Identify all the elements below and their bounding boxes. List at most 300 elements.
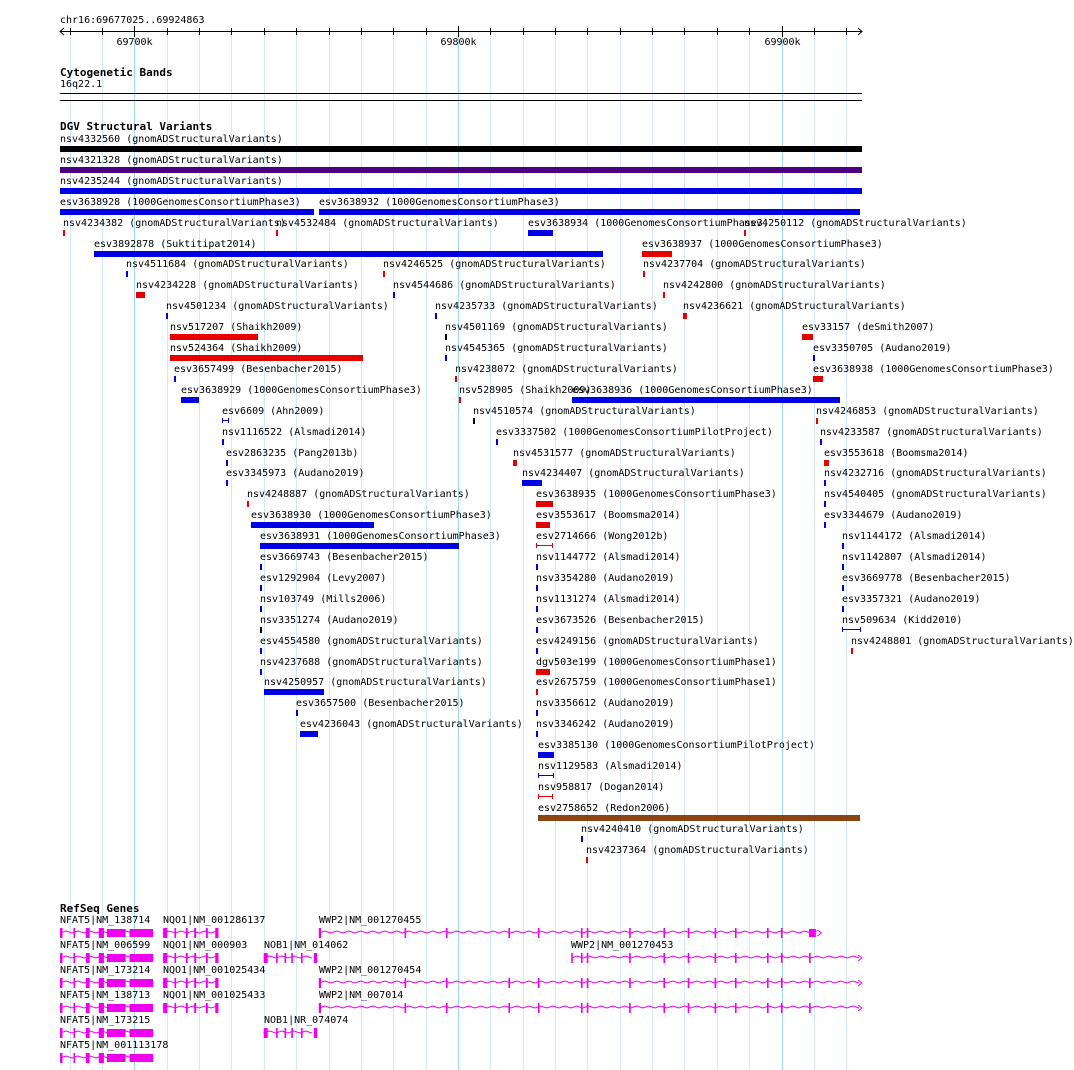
variant-feature[interactable] (181, 397, 199, 403)
gene-intron (319, 931, 817, 933)
gene-exon (508, 978, 510, 988)
variant-feature[interactable] (842, 585, 844, 591)
variant-label: nsv1116522 (Alsmadi2014) (222, 426, 367, 438)
variant-feature[interactable] (260, 627, 262, 633)
cytoband-bar-top (60, 93, 862, 94)
variant-feature[interactable] (455, 376, 457, 382)
gene-exon (99, 1003, 104, 1013)
variant-label: esv3344679 (Audano2019) (824, 510, 963, 522)
gene-exon (508, 928, 510, 938)
gene-exon (60, 1003, 63, 1013)
variant-feature[interactable] (226, 480, 228, 486)
variant-feature[interactable] (538, 752, 554, 758)
gene-exon (629, 1003, 631, 1013)
gene-exon (107, 954, 126, 962)
gene-exon (215, 1003, 218, 1013)
variant-feature[interactable] (813, 355, 815, 361)
gene-exon (86, 928, 90, 938)
gene-exon (715, 978, 717, 988)
gene-exon (107, 979, 126, 987)
variant-feature[interactable] (170, 334, 258, 340)
variant-feature[interactable] (260, 648, 262, 654)
gene-label: NFAT5|NM_138713 (60, 990, 151, 1001)
variant-label: esv3345973 (Audano2019) (226, 468, 365, 480)
gene-exon (215, 953, 218, 963)
variant-feature[interactable] (536, 627, 538, 633)
variant-label: esv1292904 (Levy2007) (260, 572, 387, 584)
variant-label: nsv4531577 (gnomADStructuralVariants) (513, 447, 736, 459)
gene-exon (186, 928, 188, 938)
gene-exon (107, 929, 126, 937)
gene-exon (663, 928, 665, 938)
variant-label: esv2714666 (Wong2012b) (536, 531, 669, 543)
gene-model[interactable] (60, 953, 153, 963)
variant-feature[interactable] (816, 418, 818, 424)
gene-exon (206, 978, 208, 988)
variant-label: nsv3354280 (Audano2019) (536, 572, 675, 584)
variant-label: esv3638931 (1000GenomesConsortiumPhase3) (260, 531, 501, 543)
variant-feature[interactable] (136, 292, 145, 298)
gene-exon (60, 978, 63, 988)
gene-model[interactable] (163, 928, 218, 938)
variant-label: nsv4248887 (gnomADStructuralVariants) (247, 489, 470, 501)
variant-label: nsv4237688 (gnomADStructuralVariants) (260, 656, 483, 668)
gene-label: NQO1|NM_000903 (163, 940, 248, 951)
variant-label: nsv4545365 (gnomADStructuralVariants) (445, 343, 668, 354)
variant-label: nsv4321328 (gnomADStructuralVariants) (60, 154, 283, 166)
variant-feature[interactable] (260, 585, 262, 591)
gene-exon (581, 1003, 583, 1013)
gene-exon (60, 928, 63, 938)
variant-label: esv3669778 (Besenbacher2015) (842, 572, 1011, 584)
gene-exon (538, 1003, 540, 1013)
gene-exon (581, 928, 583, 938)
cytoband-bar-bottom (60, 100, 862, 101)
variant-label: esv3638932 (1000GenomesConsortiumPhase3) (319, 196, 560, 208)
gene-exon (60, 953, 63, 963)
variant-feature[interactable] (802, 334, 813, 340)
gene-label: WWP2|NM_001270455 (319, 915, 422, 926)
variant-label: nsv4540405 (gnomADStructuralVariants) (824, 489, 1047, 501)
gene-label: NFAT5|NM_173215 (60, 1015, 151, 1026)
variant-label: esv4554580 (gnomADStructuralVariants) (260, 635, 483, 647)
variant-feature[interactable] (226, 460, 228, 466)
gene-intron (319, 981, 859, 983)
variant-feature[interactable] (536, 689, 538, 695)
variant-label: esv3638929 (1000GenomesConsortiumPhase3) (181, 384, 422, 396)
gene-exon (284, 1028, 286, 1038)
gene-intron (163, 931, 217, 933)
variant-feature[interactable] (643, 271, 645, 277)
variant-feature[interactable] (536, 710, 538, 716)
variant-label: nsv1144172 (Alsmadi2014) (842, 531, 987, 543)
gene-exon (174, 953, 176, 963)
gene-exon (174, 978, 176, 988)
variant-feature[interactable] (536, 564, 538, 570)
variant-feature[interactable] (260, 543, 459, 549)
variant-label: nsv4242800 (gnomADStructuralVariants) (663, 280, 886, 292)
variant-label: esv2863235 (Pang2013b) (226, 447, 359, 459)
gene-label: NQO1|NM_001286137 (163, 915, 266, 926)
variant-feature[interactable] (300, 731, 318, 737)
variant-feature[interactable] (383, 271, 385, 277)
variant-feature[interactable] (174, 376, 176, 382)
variant-label: esv6609 (Ahn2009) (222, 405, 325, 417)
cytoband-label: 16q22.1 (60, 79, 103, 90)
variant-feature[interactable] (536, 731, 538, 737)
gene-exon (107, 1054, 126, 1062)
gene-exon (629, 953, 631, 963)
variant-label: esv3638938 (1000GenomesConsortiumPhase3) (813, 363, 1054, 375)
gene-exon (291, 953, 293, 963)
gene-exon (781, 1003, 783, 1013)
variant-feature[interactable] (63, 230, 65, 236)
gene-exon (107, 1004, 126, 1012)
strand-arrow-icon (817, 930, 821, 936)
variant-feature[interactable] (445, 334, 447, 340)
gene-model[interactable] (319, 978, 862, 988)
gene-model[interactable] (264, 953, 317, 963)
gene-exon (74, 1053, 76, 1063)
variant-label: esv3673526 (Besenbacher2015) (536, 614, 705, 626)
variant-feature[interactable] (536, 648, 538, 654)
gene-model[interactable] (60, 1028, 153, 1038)
gene-exon (314, 1028, 317, 1038)
variant-feature[interactable] (744, 230, 746, 236)
variant-feature[interactable] (459, 397, 461, 403)
variant-label: esv3892878 (Suktitipat2014) (94, 238, 257, 250)
variant-label: nsv528905 (Shaikh2009) (459, 384, 592, 396)
gene-exon (319, 978, 321, 988)
variant-label: nsv4510574 (gnomADStructuralVariants) (473, 405, 696, 417)
variant-label: nsv1142807 (Alsmadi2014) (842, 552, 987, 563)
gene-exon (99, 1028, 104, 1038)
variant-label: nsv4235244 (gnomADStructuralVariants) (60, 175, 283, 187)
gene-exon (767, 928, 769, 938)
gene-exon (767, 953, 769, 963)
variant-feature[interactable] (851, 648, 853, 654)
gene-exon (186, 978, 188, 988)
gene-model[interactable] (163, 953, 218, 963)
gene-model[interactable] (60, 1003, 153, 1013)
gene-exon (688, 978, 690, 988)
variant-label: esv3657499 (Besenbacher2015) (174, 363, 343, 375)
variant-feature[interactable] (251, 522, 374, 528)
gene-exon (587, 1003, 589, 1013)
variant-label: nsv958817 (Dogan2014) (538, 781, 665, 793)
gene-exon (74, 978, 76, 988)
variant-feature[interactable] (445, 355, 447, 361)
gene-exon (767, 978, 769, 988)
gene-exon (276, 1028, 278, 1038)
variant-label: nsv4240410 (gnomADStructuralVariants) (581, 823, 804, 835)
gene-label: WWP2|NM_001270453 (571, 940, 674, 951)
variant-feature[interactable] (536, 669, 550, 675)
gene-exon (715, 953, 717, 963)
gene-exon (735, 1003, 737, 1013)
ruler-tick-label: 69900k (764, 37, 801, 48)
gene-exon (301, 953, 303, 963)
gene-label: WWP2|NM_001270454 (319, 965, 422, 976)
gene-exon (581, 978, 583, 988)
variant-feature[interactable] (842, 627, 861, 632)
variant-label: nsv4511684 (gnomADStructuralVariants) (126, 259, 349, 271)
variant-feature[interactable] (94, 251, 603, 257)
variant-label: nsv4248801 (gnomADStructuralVariants) (851, 635, 1074, 647)
variant-feature[interactable] (166, 313, 168, 319)
gene-exon (781, 978, 783, 988)
gene-exon (629, 978, 631, 988)
gene-exon (715, 1003, 717, 1013)
gene-label: NQO1|NM_001025433 (163, 990, 266, 1001)
variant-feature[interactable] (536, 501, 553, 507)
gene-exon (86, 1053, 90, 1063)
gene-model[interactable] (60, 978, 153, 988)
gene-model[interactable] (264, 1028, 317, 1038)
variant-label: esv3337502 (1000GenomesConsortiumPilotProject) (496, 426, 773, 438)
variant-feature[interactable] (581, 836, 583, 842)
gene-exon (767, 1003, 769, 1013)
gene-exon (446, 978, 448, 988)
gene-exon (194, 1003, 196, 1013)
gene-exon (99, 928, 104, 938)
gene-exon (629, 928, 631, 938)
variant-feature[interactable] (538, 815, 860, 821)
variant-label: nsv4246853 (gnomADStructuralVariants) (816, 405, 1039, 417)
variant-label: nsv4332560 (gnomADStructuralVariants) (60, 134, 283, 145)
variant-feature[interactable] (260, 669, 262, 675)
variant-feature[interactable] (264, 689, 324, 695)
variant-label: dgv503e199 (1000GenomesConsortiumPhase1) (536, 656, 777, 668)
variant-feature[interactable] (683, 313, 687, 319)
dgv-track-title: DGV Structural Variants (60, 120, 213, 133)
variant-label: nsv4237364 (gnomADStructuralVariants) (586, 844, 809, 856)
variant-label: nsv4250957 (gnomADStructuralVariants) (264, 677, 487, 689)
variant-feature[interactable] (536, 543, 553, 548)
gene-exon (215, 978, 218, 988)
gene-exon (446, 928, 448, 938)
gene-exon (186, 953, 188, 963)
variant-label: esv3638928 (1000GenomesConsortiumPhase3) (60, 196, 301, 208)
variant-label: nsv4246525 (gnomADStructuralVariants) (383, 259, 606, 271)
gene-exon (291, 1028, 293, 1038)
variant-label: nsv524364 (Shaikh2009) (170, 343, 303, 354)
variant-feature[interactable] (842, 543, 844, 549)
gene-exon (508, 1003, 510, 1013)
gene-exon (194, 953, 196, 963)
gene-exon (194, 928, 196, 938)
variant-feature[interactable] (842, 606, 844, 612)
gene-exon (174, 928, 176, 938)
variant-feature[interactable] (319, 209, 860, 215)
variant-feature[interactable] (222, 439, 224, 445)
gene-intron (163, 981, 217, 983)
variant-feature[interactable] (170, 355, 363, 361)
variant-label: esv3638937 (1000GenomesConsortiumPhase3) (642, 238, 883, 250)
variant-label: esv3638936 (1000GenomesConsortiumPhase3) (572, 384, 813, 396)
variant-label: nsv4235733 (gnomADStructuralVariants) (435, 301, 658, 313)
variant-label: esv3638930 (1000GenomesConsortiumPhase3) (251, 510, 492, 522)
variant-label: nsv4233587 (gnomADStructuralVariants) (820, 426, 1043, 438)
variant-feature[interactable] (435, 313, 437, 319)
gene-intron (264, 956, 312, 958)
gene-model[interactable] (319, 1003, 862, 1013)
variant-feature[interactable] (538, 794, 553, 799)
variant-label: esv4236043 (gnomADStructuralVariants) (300, 719, 523, 731)
variant-label: nsv4501234 (gnomADStructuralVariants) (166, 301, 389, 313)
variant-feature[interactable] (260, 606, 262, 612)
gene-exon (587, 928, 589, 938)
variant-feature[interactable] (642, 251, 672, 257)
gene-exon (405, 978, 407, 988)
variant-feature[interactable] (60, 188, 862, 194)
gene-exon (688, 928, 690, 938)
gene-exon (663, 978, 665, 988)
variant-label: nsv3356612 (Audano2019) (536, 698, 675, 710)
variant-feature[interactable] (813, 376, 823, 382)
variant-feature[interactable] (820, 439, 822, 445)
variant-feature[interactable] (247, 501, 249, 507)
variant-feature[interactable] (536, 606, 538, 612)
variant-feature[interactable] (513, 460, 517, 466)
gene-label: NOB1|NM_014062 (264, 940, 349, 951)
gene-exon (735, 978, 737, 988)
gene-label: NFAT5|NM_138714 (60, 915, 151, 926)
gene-exon (809, 978, 811, 988)
variant-feature[interactable] (296, 710, 298, 716)
variant-feature[interactable] (260, 564, 262, 570)
gene-intron (319, 1006, 859, 1008)
variant-feature[interactable] (60, 167, 862, 173)
variant-feature[interactable] (538, 773, 554, 778)
gene-exon (74, 1003, 76, 1013)
variant-label: nsv4237704 (gnomADStructuralVariants) (643, 259, 866, 271)
gene-exon (206, 1003, 208, 1013)
variant-label: esv3669743 (Besenbacher2015) (260, 552, 429, 563)
gene-intron (163, 1006, 217, 1008)
gene-exon (781, 953, 783, 963)
refseq-track-title: RefSeq Genes (60, 902, 140, 915)
gene-exon (74, 928, 76, 938)
variant-label: esv3657500 (Besenbacher2015) (296, 698, 465, 710)
variant-label: nsv4544686 (gnomADStructuralVariants) (393, 280, 616, 292)
gene-exon (735, 928, 737, 938)
variant-label: nsv4234228 (gnomADStructuralVariants) (136, 280, 359, 292)
gene-exon (809, 929, 816, 937)
gene-model[interactable] (163, 978, 218, 988)
gene-exon (186, 1003, 188, 1013)
gene-exon (319, 1003, 321, 1013)
variant-feature[interactable] (842, 564, 844, 570)
ruler-tick-label: 69700k (116, 37, 153, 48)
variant-label: esv2675759 (1000GenomesConsortiumPhase1) (536, 677, 777, 689)
variant-label: nsv4501169 (gnomADStructuralVariants) (445, 322, 668, 334)
gene-exon (781, 928, 783, 938)
variant-feature[interactable] (126, 271, 128, 277)
variant-feature[interactable] (824, 480, 826, 486)
gene-label: NFAT5|NM_006599 (60, 940, 151, 951)
gene-model[interactable] (571, 953, 862, 963)
gene-exon (107, 1029, 126, 1037)
gene-exon (587, 953, 589, 963)
locus-label: chr16:69677025..69924863 (60, 15, 205, 26)
variant-feature[interactable] (824, 460, 829, 466)
ruler-scale[interactable] (0, 0, 890, 60)
variant-label: nsv1129583 (Alsmadi2014) (538, 761, 683, 772)
gene-exon (538, 928, 540, 938)
gene-exon (86, 953, 90, 963)
variant-label: nsv1131274 (Alsmadi2014) (536, 593, 681, 605)
variant-label: nsv4532484 (gnomADStructuralVariants) (276, 217, 499, 229)
variant-label: nsv4232716 (gnomADStructuralVariants) (824, 468, 1047, 480)
gene-exon (206, 953, 208, 963)
gene-exon (688, 1003, 690, 1013)
gene-exon (809, 1003, 811, 1013)
gene-exon (74, 1028, 76, 1038)
gene-exon (538, 978, 540, 988)
variant-feature[interactable] (572, 397, 840, 403)
gene-label: WWP2|NM_007014 (319, 990, 404, 1001)
gene-model[interactable] (60, 928, 153, 938)
variant-feature[interactable] (496, 439, 498, 445)
gene-exon (276, 953, 278, 963)
gene-intron (264, 1031, 312, 1033)
gene-exon (301, 1028, 303, 1038)
gene-label: NFAT5|NM_173214 (60, 965, 151, 976)
variant-feature[interactable] (528, 230, 553, 236)
gene-exon (206, 928, 208, 938)
gene-exon (405, 1003, 407, 1013)
variant-feature[interactable] (393, 292, 395, 298)
gene-exon (688, 953, 690, 963)
ruler-track (0, 0, 890, 60)
gene-model[interactable] (319, 928, 822, 938)
gene-exon (405, 928, 407, 938)
gene-exon (735, 953, 737, 963)
variant-feature[interactable] (536, 522, 550, 528)
gene-exon (74, 953, 76, 963)
gene-intron (163, 956, 217, 958)
variant-label: nsv3351274 (Audano2019) (260, 614, 399, 626)
gene-exon (715, 928, 717, 938)
variant-feature[interactable] (586, 857, 588, 863)
gene-exon (587, 978, 589, 988)
gene-exon (571, 953, 573, 963)
variant-label: nsv4238072 (gnomADStructuralVariants) (455, 363, 678, 375)
gene-model[interactable] (163, 1003, 218, 1013)
variant-feature[interactable] (824, 522, 826, 528)
variant-feature[interactable] (276, 230, 278, 236)
gene-model[interactable] (60, 1053, 153, 1063)
variant-label: nsv3346242 (Audano2019) (536, 719, 675, 731)
variant-label: esv3350705 (Audano2019) (813, 343, 952, 354)
variant-feature[interactable] (222, 418, 229, 423)
variant-label: esv33157 (deSmith2007) (802, 322, 935, 334)
variant-feature[interactable] (60, 146, 862, 152)
variant-feature[interactable] (824, 501, 826, 507)
variant-feature[interactable] (60, 209, 314, 215)
gene-exon (215, 928, 218, 938)
variant-feature[interactable] (663, 292, 665, 298)
variant-feature[interactable] (536, 585, 538, 591)
variant-feature[interactable] (473, 418, 475, 424)
variant-label: nsv4234382 (gnomADStructuralVariants) (63, 217, 286, 229)
variant-feature[interactable] (522, 480, 542, 486)
gene-exon (663, 953, 665, 963)
variant-label: nsv103749 (Mills2006) (260, 593, 387, 605)
gene-exon (194, 978, 196, 988)
gene-label: NOB1|NR_074074 (264, 1015, 349, 1026)
